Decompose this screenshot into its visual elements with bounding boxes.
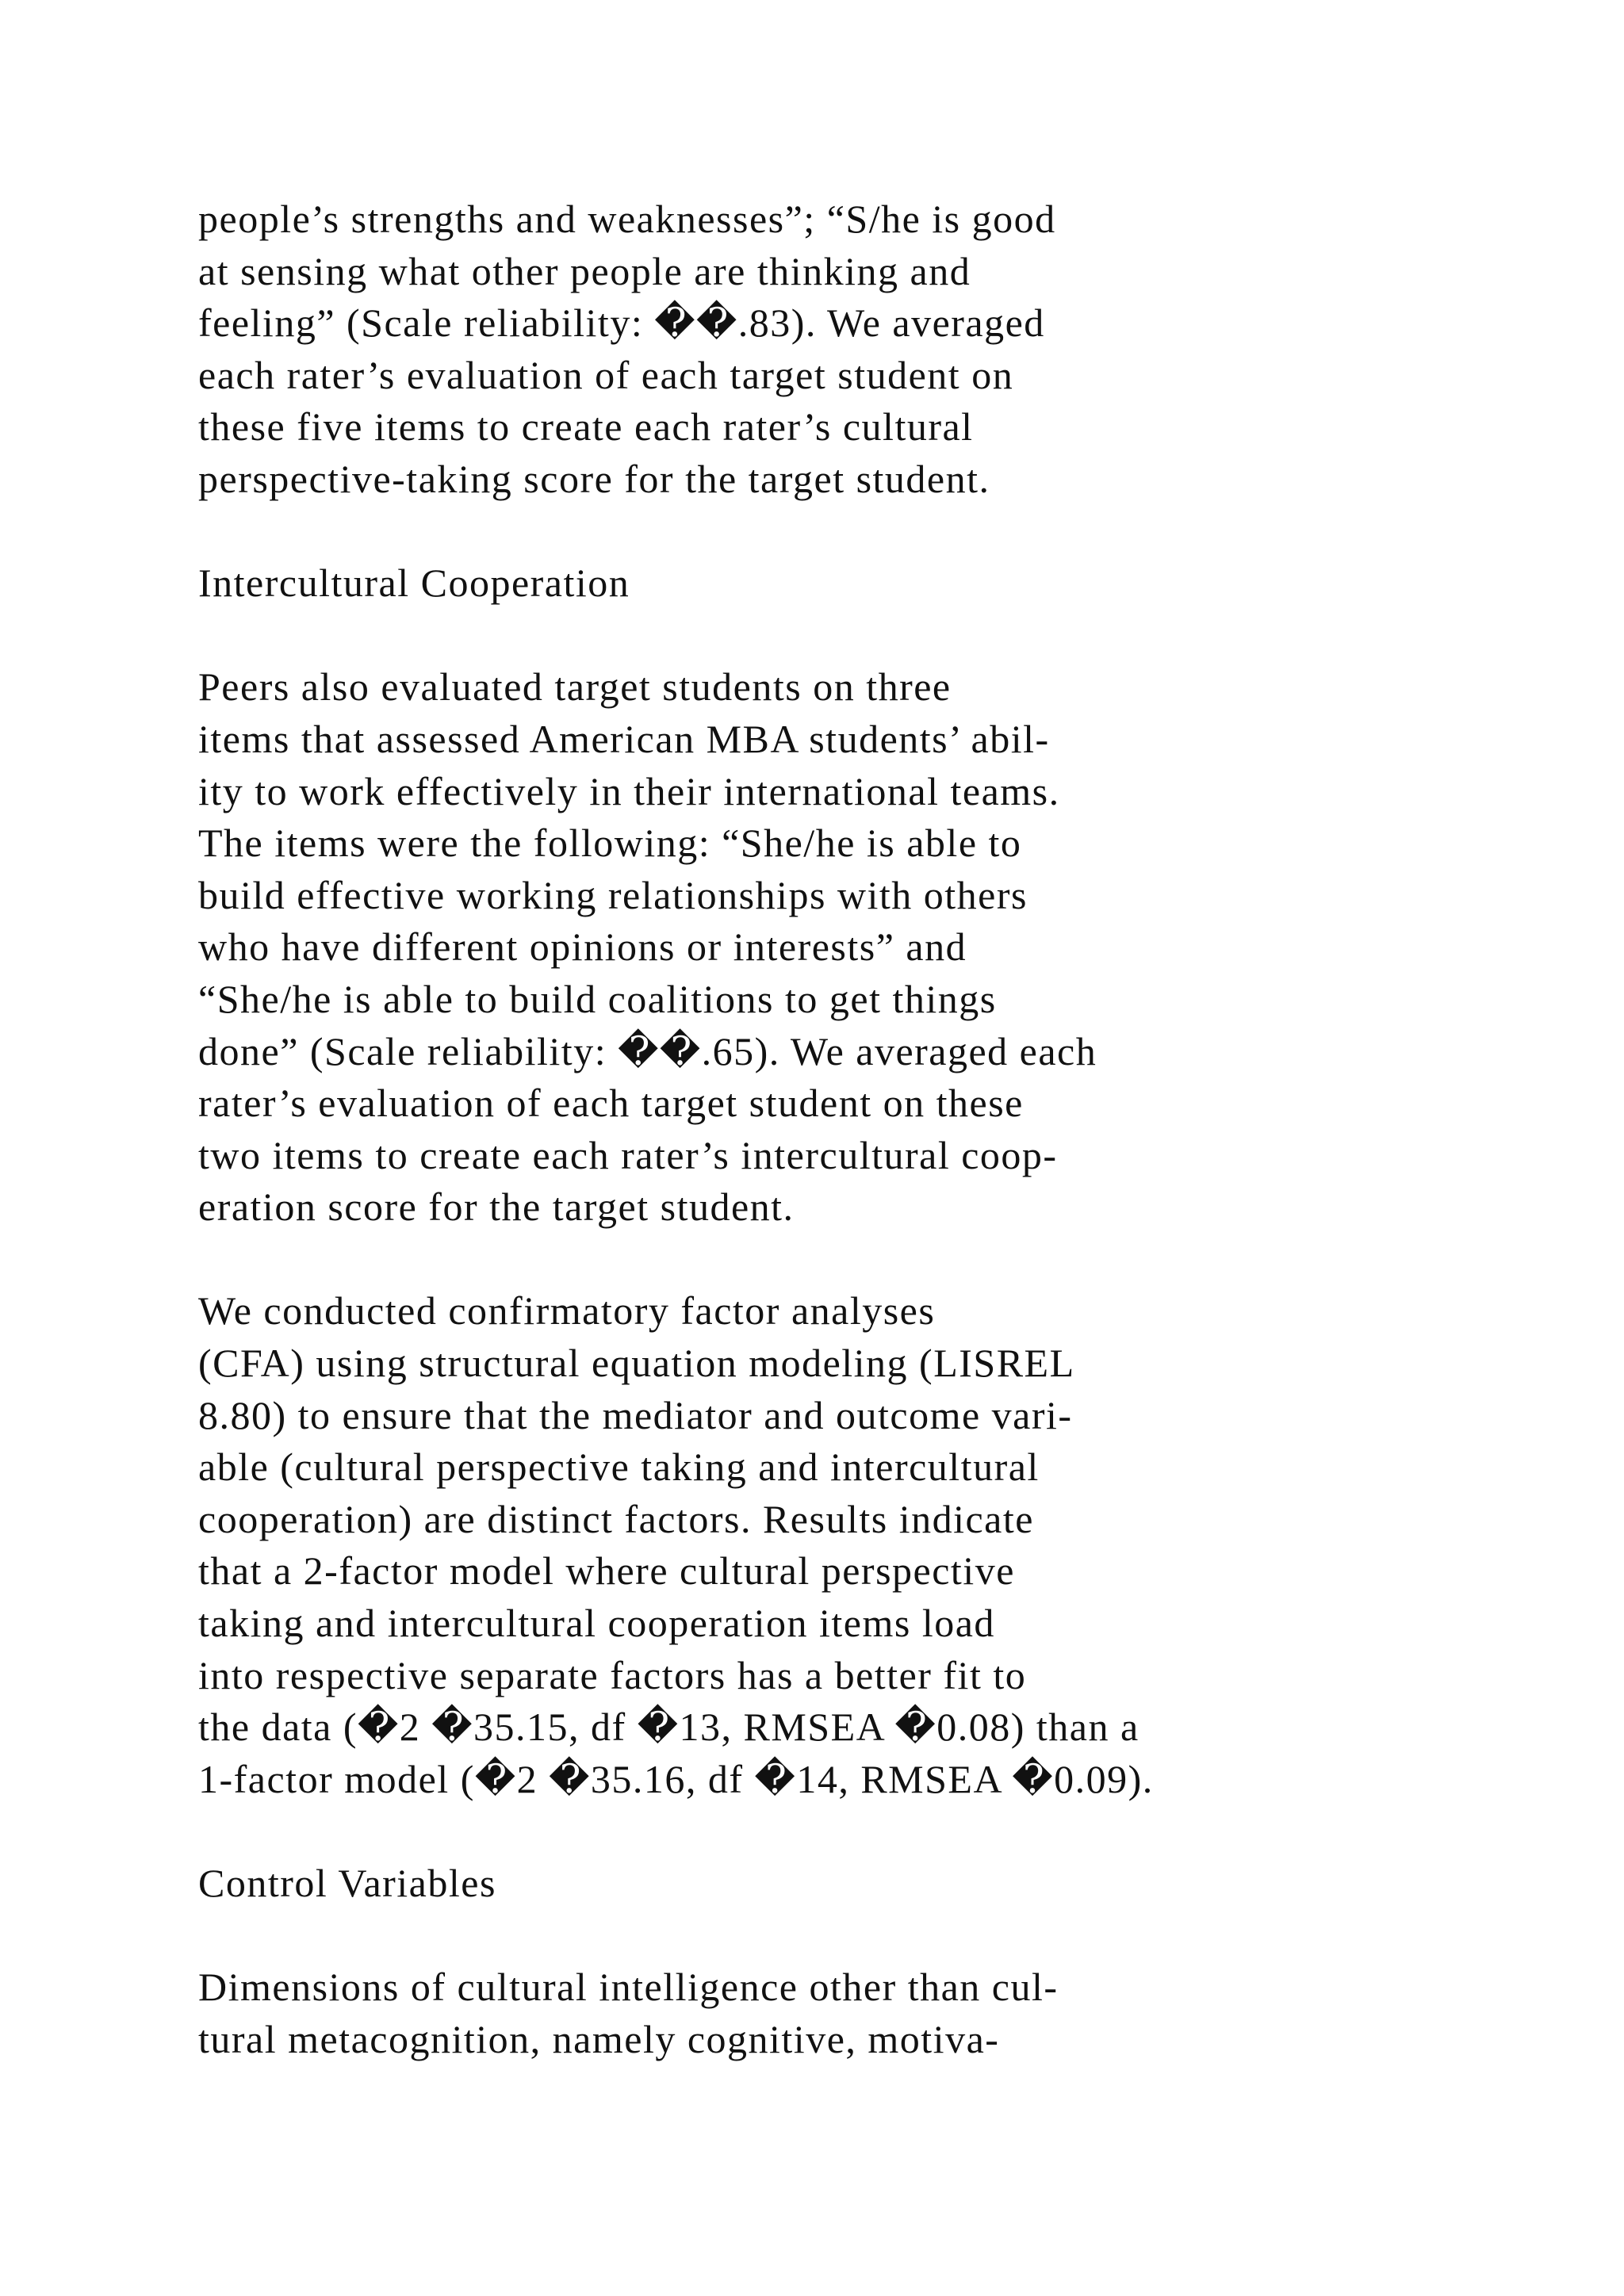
text-line: 8.80) to ensure that the mediator and outcome vari-: [198, 1392, 1073, 1437]
text-line: the data (�2 �35.15, df �13, RMSEA �0.08) than a: [198, 1705, 1139, 1750]
text-line: We conducted confirmatory factor analyses: [198, 1288, 936, 1334]
text-line: perspective-taking score for the target student.: [198, 456, 990, 501]
paragraph-gap: [198, 506, 1546, 558]
section-heading: Control Variables: [198, 1861, 496, 1905]
text-line: (CFA) using structural equation modeling (LISREL: [198, 1341, 1075, 1386]
text-line: ity to work effectively in their international teams.: [198, 768, 1060, 813]
text-line: rater’s evaluation of each target student on these: [198, 1081, 1024, 1126]
text-line: two items to create each rater’s intercultural coop-: [198, 1132, 1058, 1177]
text-line: people’s strengths and weaknesses”; “S/he is good: [198, 197, 1056, 241]
text-line: into respective separate factors has a better fit to: [198, 1652, 1027, 1697]
paragraph-control-variables: [198, 1961, 1546, 2065]
text-line: Peers also evaluated target students on three: [198, 664, 952, 710]
paragraph-cfa-results: [198, 1285, 1546, 1805]
section-heading-intercultural-cooperation: [198, 557, 1546, 610]
paragraph-perspective-taking-end: [198, 193, 1546, 506]
text-line: build effective working relationships with others: [198, 872, 1028, 917]
text-line: tural metacognition, namely cognitive, motiva-: [198, 2016, 1000, 2061]
text-line: done” (Scale reliability: ��.65). We averaged each: [198, 1028, 1097, 1073]
text-line: who have different opinions or interests” and: [198, 924, 967, 970]
section-heading-control-variables: [198, 1858, 1546, 1910]
text-line: at sensing what other people are thinking and: [198, 248, 971, 293]
paragraph-gap: [198, 1805, 1546, 1858]
paragraph-gap: [198, 610, 1546, 662]
text-line: feeling” (Scale reliability: ��.83). We averaged: [198, 300, 1045, 346]
text-line: taking and intercultural cooperation items load: [198, 1601, 995, 1646]
paragraph-gap: [198, 1910, 1546, 1962]
section-heading: Intercultural Cooperation: [198, 561, 630, 606]
text-line: each rater’s evaluation of each target student on: [198, 352, 1014, 397]
text-line: these five items to create each rater’s cultural: [198, 404, 974, 450]
text-line: that a 2-factor model where cultural perspective: [198, 1548, 1015, 1594]
text-line: cooperation) are distinct factors. Results indicate: [198, 1496, 1034, 1541]
paragraph-intercultural-cooperation: [198, 661, 1546, 1234]
body-text: [198, 193, 1546, 2065]
text-line: “She/he is able to build coalitions to get things: [198, 976, 997, 1021]
text-line: items that assessed American MBA students’ abil-: [198, 716, 1050, 761]
text-line: able (cultural perspective taking and intercultural: [198, 1445, 1040, 1490]
text-line: Dimensions of cultural intelligence other than cul-: [198, 1965, 1059, 2010]
text-line: 1-factor model (�2 �35.16, df �14, RMSEA �0.09).: [198, 1756, 1154, 1801]
text-line: The items were the following: “She/he is able to: [198, 821, 1022, 866]
text-line: eration score for the target student.: [198, 1184, 795, 1230]
paragraph-gap: [198, 1234, 1546, 1286]
